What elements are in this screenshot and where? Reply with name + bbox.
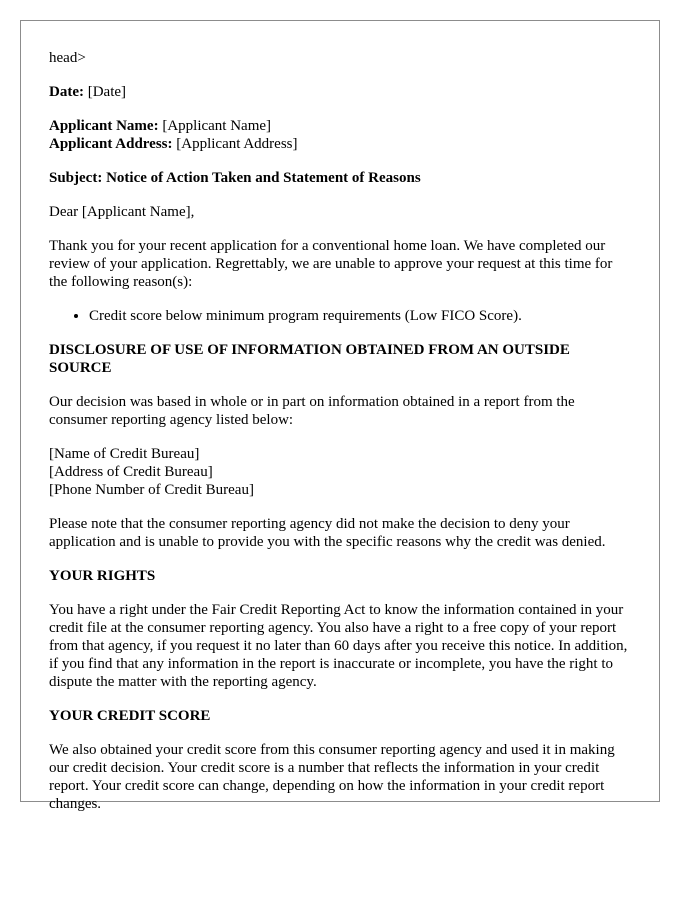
- bureau-phone: [Phone Number of Credit Bureau]: [49, 482, 254, 498]
- applicant-block: [49, 117, 634, 153]
- intro-paragraph: Thank you for your recent application for a conventional home loan. We have completed our review of your application. Regrettably, we are unable to approve your request at this time for the following reason(s):: [49, 238, 613, 290]
- disclosure-paragraph: Our decision was based in whole or in part on information obtained in a report from the consumer reporting agency listed below:: [49, 394, 575, 428]
- bureau-name: [Name of Credit Bureau]: [49, 446, 200, 462]
- date-line: [49, 83, 634, 101]
- rights-paragraph: You have a right under the Fair Credit Reporting Act to know the information contained in your credit file at the consumer reporting agency. You also have a right to a free copy of your report from that agency, if you request it no later than 60 days after you receive this notice. In addition, if you find that any information in the report is inaccurate or incomplete, you have the right to dispute the matter with the reporting agency.: [49, 602, 628, 690]
- applicant-name-line: [49, 117, 634, 135]
- rights-heading: YOUR RIGHTS: [49, 568, 156, 584]
- reason-item: • Credit score below minimum program requirements (Low FICO Score).: [89, 307, 634, 325]
- bureau-address: [Address of Credit Bureau]: [49, 464, 213, 480]
- reasons-list: [49, 307, 634, 325]
- stray-markup-text: head>: [49, 50, 86, 66]
- applicant-address-value: [Applicant Address]: [176, 136, 298, 152]
- credit-score-paragraph: We also obtained your credit score from this consumer reporting agency and used it in making our credit decision. Your credit score is a number that reflects the information in your credit report. Your credit score can change, depending on how the information in your credit report changes.: [49, 742, 615, 812]
- agency-note-paragraph: Please note that the consumer reporting agency did not make the decision to deny your application and is unable to provide you with the specific reasons why the credit was denied.: [49, 516, 606, 550]
- bureau-block: [49, 445, 634, 499]
- subject-line: Subject: Notice of Action Taken and Statement of Reasons: [49, 170, 421, 186]
- letter-page: [20, 20, 660, 812]
- date-value: [Date]: [87, 84, 127, 100]
- credit-score-heading: YOUR CREDIT SCORE: [49, 708, 211, 724]
- applicant-name-label: Applicant Name:: [49, 118, 159, 134]
- applicant-address-label: Applicant Address:: [49, 136, 173, 152]
- applicant-address-line: [49, 135, 634, 153]
- salutation: Dear [Applicant Name],: [49, 204, 195, 220]
- letter-content: [49, 49, 634, 829]
- applicant-name-value: [Applicant Name]: [162, 118, 272, 134]
- disclosure-heading: DISCLOSURE OF USE OF INFORMATION OBTAINED FROM AN OUTSIDE SOURCE: [49, 342, 570, 376]
- date-label: Date:: [49, 84, 84, 100]
